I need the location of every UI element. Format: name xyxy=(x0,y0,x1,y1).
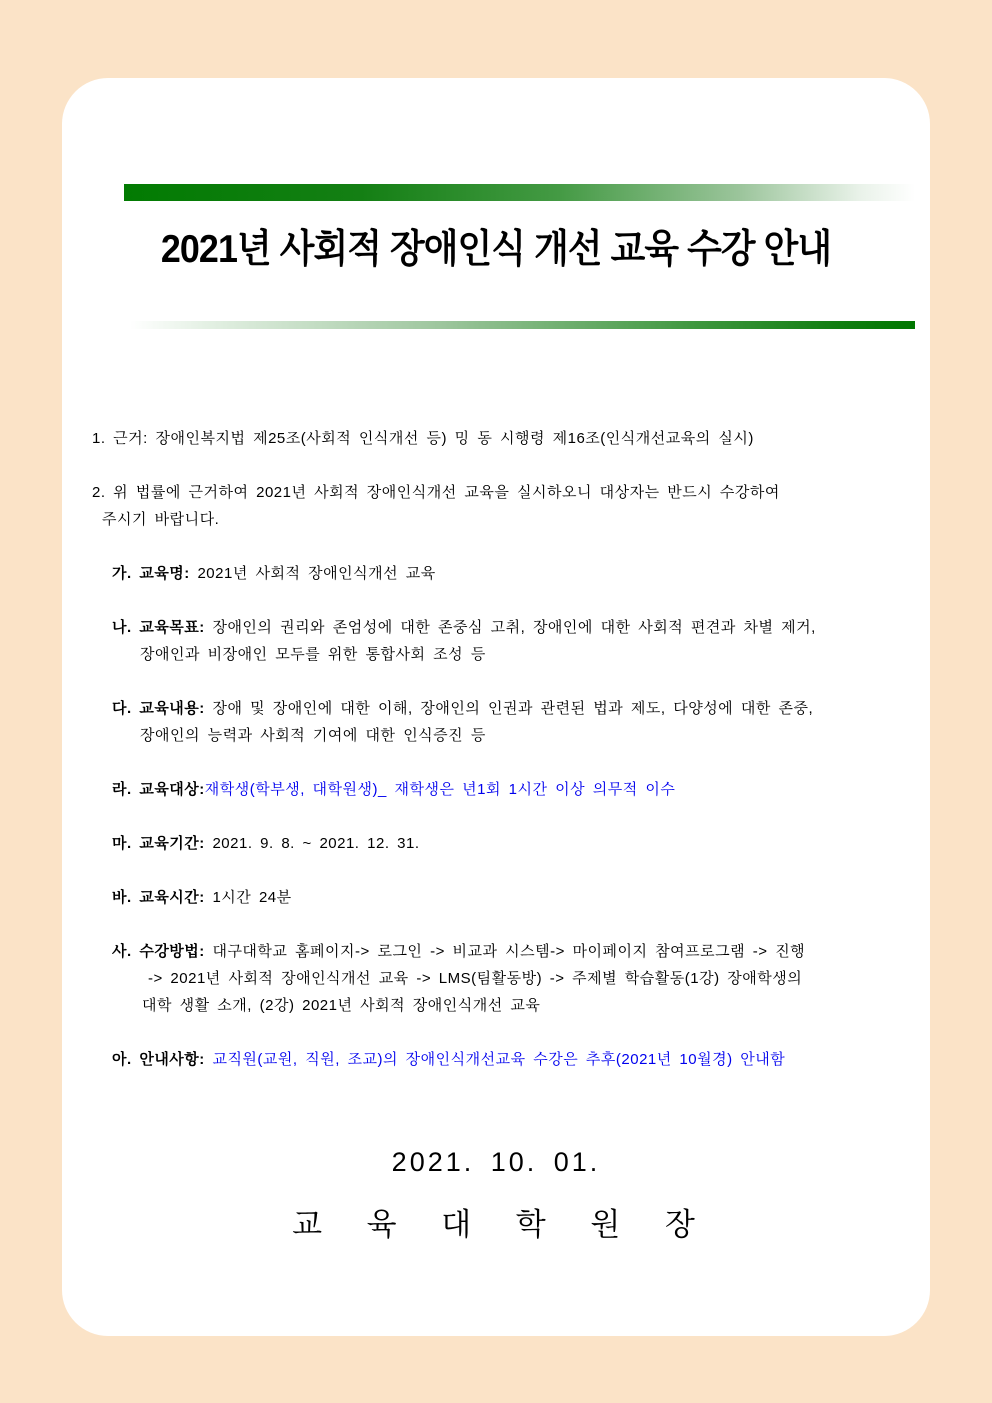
title-bottom-gradient-rule xyxy=(130,321,915,329)
item-education-name-text: 2021년 사회적 장애인식개선 교육 xyxy=(197,565,436,582)
item-education-content-line2: 장애인의 능력과 사회적 기여에 대한 인식증진 등 xyxy=(140,727,486,744)
item-education-duration-text: 1시간 24분 xyxy=(212,889,292,906)
item-education-duration xyxy=(92,884,900,911)
item-education-content xyxy=(92,695,900,749)
item-education-target-text: 재학생(학부생, 대학원생)_ 재학생은 년1회 1시간 이상 의무적 이수 xyxy=(204,781,676,798)
item-education-period-text: 2021. 9. 8. ~ 2021. 12. 31. xyxy=(212,835,420,852)
item-education-goal xyxy=(92,614,900,668)
page-title: 2021년 사회적 장애인식 개선 교육 수강 안내 xyxy=(160,228,832,271)
clause-basis-text: 1. 근거: 장애인복지법 제25조(사회적 인식개선 등) 밍 동 시행령 제16조(인식개선교육의 실시) xyxy=(92,430,754,447)
notice-body xyxy=(92,425,900,1243)
item-course-method-line2: -> 2021년 사회적 장애인식개선 교육 -> LMS(팀활동방) -> 주제별 학습활동(1강) 장애학생의 xyxy=(148,970,803,987)
item-education-period xyxy=(92,830,900,857)
item-course-method-label: 사. 수강방법: xyxy=(112,943,205,960)
clause-basis xyxy=(92,425,900,452)
item-education-period-label: 마. 교육기간: xyxy=(112,835,205,852)
title-top-gradient-rule xyxy=(124,184,915,201)
item-education-goal-label: 나. 교육목표: xyxy=(112,619,205,636)
item-course-method-line3: 대학 생활 소개, (2강) 2021년 사회적 장애인식개선 교육 xyxy=(142,997,541,1014)
item-education-content-line1: 장애 및 장애인에 대한 이해, 장애인의 인권과 관련된 법과 제도, 다양성에 대한 존중, xyxy=(212,700,814,717)
item-education-target-label: 라. 교육대상: xyxy=(112,781,205,798)
item-education-name-label: 가. 교육명: xyxy=(112,565,190,582)
item-education-duration-label: 바. 교육시간: xyxy=(112,889,205,906)
clause-notice-line1: 2. 위 법률에 근거하여 2021년 사회적 장애인식개선 교육을 실시하오니 대상자는 반드시 수강하여 xyxy=(92,484,780,501)
item-education-content-label: 다. 교육내용: xyxy=(112,700,205,717)
item-guidance-label: 아. 안내사항: xyxy=(112,1051,205,1068)
item-guidance xyxy=(92,1046,900,1073)
notice-panel xyxy=(62,78,930,1336)
item-course-method xyxy=(92,938,900,1019)
clause-notice-line2: 주시기 바랍니다. xyxy=(102,511,220,528)
item-education-target xyxy=(92,776,900,803)
item-course-method-line1: 대구대학교 홈페이지-> 로그인 -> 비교과 시스템-> 마이페이지 참여프로그램 -> 진행 xyxy=(212,943,806,960)
item-education-goal-line2: 장애인과 비장애인 모두를 위한 통합사회 조성 등 xyxy=(140,646,486,663)
clause-notice xyxy=(92,479,900,533)
issue-date: 2021. 10. 01. xyxy=(391,1147,601,1177)
item-education-goal-line1: 장애인의 권리와 존엄성에 대한 존중심 고취, 장애인에 대한 사회적 편견과 차별 제거, xyxy=(212,619,816,636)
item-education-name xyxy=(92,560,900,587)
item-guidance-text: 교직원(교원, 직원, 조교)의 장애인식개선교육 수강은 추후(2021년 10월경) 안내함 xyxy=(212,1051,786,1068)
signature-dean-of-graduate-school: 교 육 대 학 원 장 xyxy=(292,1207,700,1242)
